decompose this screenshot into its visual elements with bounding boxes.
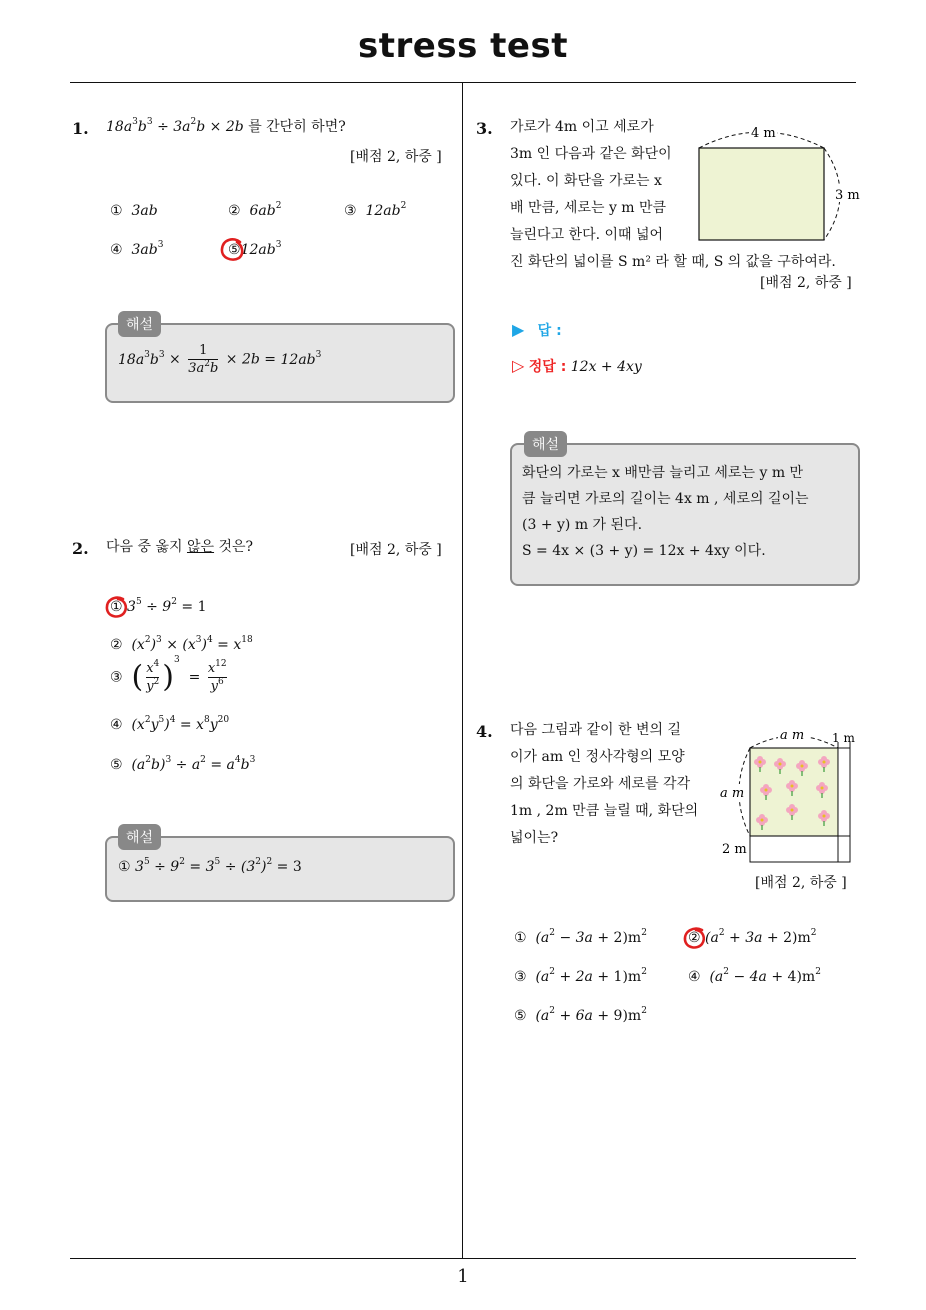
q1-question-text: 를 간단히 하면? (248, 119, 346, 135)
outline-arrow-icon: ▷ (512, 356, 525, 375)
q4-option-4[interactable]: ④ $(a^2 - 4a + 4)m^2$ (688, 967, 821, 985)
q3-score-tag: [배점 2, 하중 ] (760, 275, 852, 291)
q3-answer-line: ▶ 답 : (512, 320, 562, 339)
q2-option-1[interactable]: ① $3^5 \div 9^2 = 1$ (110, 597, 207, 615)
q3-correct-value: 12x + 4xy (570, 359, 642, 375)
q4-number: 4. (476, 722, 493, 741)
q2-option-2[interactable]: ② $(x^2)^3 \times (x^3)^4 = x^{18}$ (110, 635, 253, 653)
q4-question: 다음 그림과 같이 한 변의 길 이가 am 인 정사각형의 모양 의 화단을 가로와 세로를 각각 1m , 2m 만큼 늘릴 때, 화단의 넓이는? (510, 722, 699, 846)
q1-option-1[interactable]: ① 3ab (110, 203, 158, 219)
q1-score-tag: [배점 2, 하중 ] (350, 149, 442, 165)
q2-option-4[interactable]: ④ $(x^2y^5)^4 = x^8y^{20}$ (110, 715, 230, 733)
q3-number: 3. (476, 119, 493, 138)
q4-option-1[interactable]: ① $(a^2 - 3a + 2)m^2$ (514, 928, 647, 946)
q1-number: 1. (72, 119, 89, 138)
q2-emphasis: 않은 (186, 539, 215, 555)
q1-option-5[interactable]: $⑤12ab^3$ (228, 240, 282, 258)
q2-number: 2. (72, 539, 89, 558)
q2-answer-mark (103, 594, 131, 622)
q3-top-label: 4 m (751, 126, 776, 141)
q4-garden-diagram (718, 722, 860, 867)
page-title: stress test (358, 26, 568, 66)
q4-option-2[interactable]: ② $(a^2 + 3a + 2)m^2$ (688, 928, 817, 946)
q4-side-label: a m (720, 786, 745, 801)
q2-option-5[interactable]: ⑤ $(a^2b)^3 \div a^2 = a^4b^3$ (110, 755, 256, 773)
q2-question: 다음 중 옳지 않은 것은? (106, 539, 254, 555)
header-rule (70, 82, 856, 83)
footer-rule (70, 1258, 856, 1259)
q3-garden-diagram (694, 118, 864, 248)
q1-solution-text: $18a^3b^3$ × $\frac{1}{3a^2b}$ × $2b = 12ab^3$ (118, 343, 322, 376)
q3-question: 가로가 4m 이고 세로가 3m 인 다음과 같은 화단이 있다. 이 화단을 가로는 x 배 만큼, 세로는 y m 만큼 늘린다고 한다. 이때 넓어 진 화단의 넓이를 S m² 라 할 때, S 의 값을 구하여라. (510, 119, 836, 270)
q1-option-3[interactable]: ③ $12ab^2$ (344, 201, 407, 219)
column-divider (462, 83, 463, 1258)
q2-solution-label: 해설 (118, 824, 161, 850)
q1-solution-label: 해설 (118, 311, 161, 337)
q4-bottom-label: 2 m (722, 842, 747, 857)
q4-top-label: a m (780, 728, 805, 743)
q2-solution-text: ① $3^5 \div 9^2 = 3^5 \div (3^2)^2 = 3$ (118, 857, 302, 875)
q4-answer-mark (681, 925, 709, 953)
q4-score-tag: [배점 2, 하중 ] (755, 875, 847, 891)
q1-answer-mark (218, 236, 246, 264)
page-number: 1 (457, 1266, 469, 1287)
q1-option-4[interactable]: ④ $3ab^3$ (110, 240, 164, 258)
q1-question (106, 114, 346, 141)
q3-solution-text: 화단의 가로는 x 배만큼 늘리고 세로는 y m 만 큼 늘리면 가로의 길이는 4x m , 세로의 길이는 (3 + y) m 가 된다. S = 4x × (3 + y) = 12x + 4xy 이다. (522, 465, 809, 559)
q2-option-3[interactable]: ③ ( $\frac{x^4}{y^2}$ )$^3$ = $\frac{x^{12}}{y^6}$ (110, 654, 227, 695)
q3-right-label: 3 m (835, 188, 860, 203)
q3-solution-label: 해설 (524, 431, 567, 457)
q2-score-tag: [배점 2, 하중 ] (350, 542, 442, 558)
q1-option-2[interactable]: ② $6ab^2$ (228, 201, 282, 219)
play-arrow-icon: ▶ (512, 320, 525, 339)
q4-right-label: 1 m (832, 731, 855, 745)
q1-expression: $18a^3b^3 \div 3a^2b \times 2b$ (106, 117, 244, 135)
q3-correct-answer: ▷ 정답 : 12x + 4xy (512, 356, 642, 375)
q4-option-5[interactable]: ⑤ $(a^2 + 6a + 9)m^2$ (514, 1006, 647, 1024)
q4-option-3[interactable]: ③ $(a^2 + 2a + 1)m^2$ (514, 967, 647, 985)
